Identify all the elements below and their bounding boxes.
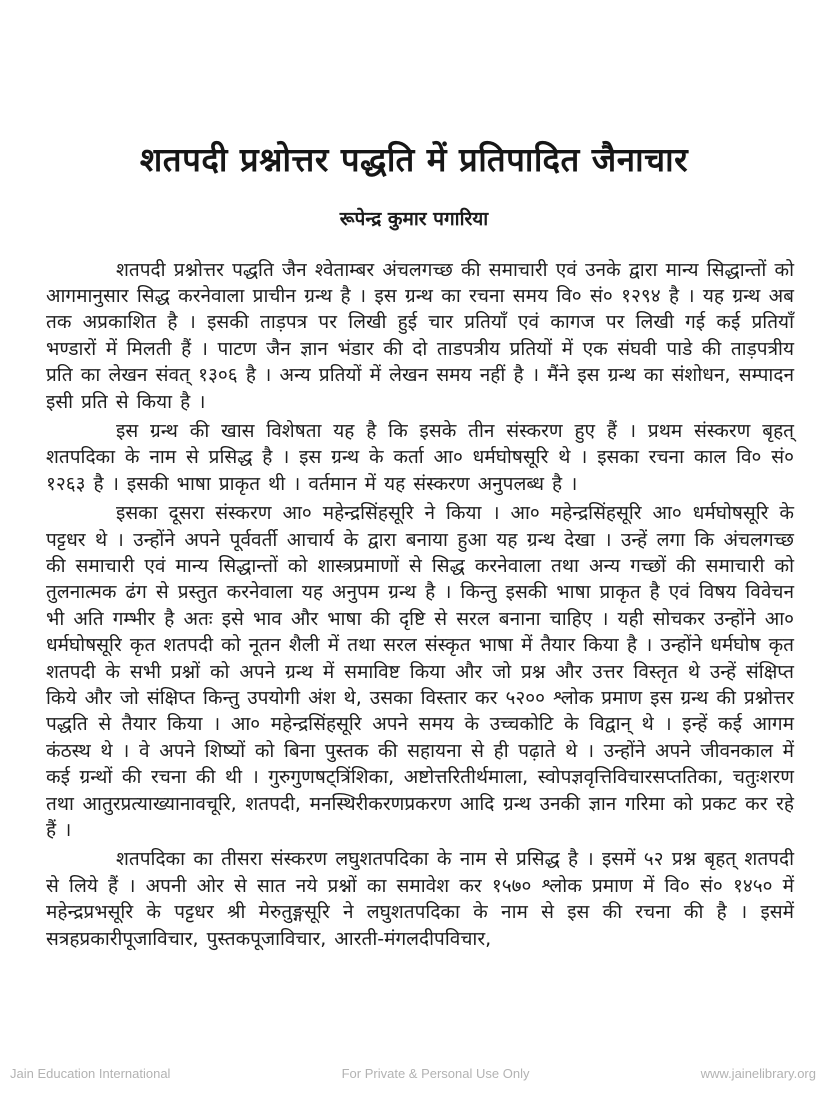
footer-publisher: Jain Education International (10, 1066, 171, 1081)
paragraph-3: इसका दूसरा संस्करण आ० महेन्द्रसिंहसूरि ने किया । आ० महेन्द्रसिंहसूरि आ० धर्मघोषसूरि के पट्टधर थे । उन्होंने अपने पूर्ववर्ती आचार्य के द्वारा बनाया हुआ यह ग्रन्थ देखा । उन्हें लगा कि अंचलगच्छ की समाचारी एवं मान्य सिद्धान्तों को शास्त्रप्रमाणों से सिद्ध करनेवाला तथा अन्य गच्छों की समाचारी को तुलनात्मक ढंग से प्रस्तुत करनेवाला यह अनुपम ग्रन्थ है । किन्तु इसकी भाषा प्राकृत है एवं विषय विवेचन भी अति गम्भीर है अतः इसे भाव और भाषा की दृष्टि से सरल बनाना चाहिए । यही सोचकर उन्होंने आ० धर्मघोषसूरि कृत शतपदी को नूतन शैली में तथा सरल संस्कृत भाषा में तैयार किया है । उन्होंने धर्मघोष कृत शतपदी के सभी प्रश्नों को अपने ग्रन्थ में समाविष्ट किया और जो प्रश्न और उत्तर विस्तृत थे उन्हें संक्षिप्त किये और जो संक्षिप्त किन्तु उपयोगी अंश थे, उसका विस्तार कर ५२०० श्लोक प्रमाण इस ग्रन्थ की प्रश्नोत्तर पद्धति से तैयार किया । आ० महेन्द्रसिंहसूरि अपने समय के उच्चकोटि के विद्वान् थे । इन्हें कई आगम कंठस्थ थे । वे अपने शिष्यों को बिना पुस्तक की सहायना से ही पढ़ाते थे । उन्होंने अपने जीवनकाल में कई ग्रन्थों की रचना की थी । गुरुगुणषट्त्रिंशिका, अष्टोत्तरितीर्थमाला, स्वोपज्ञवृत्तिविचारसप्ततिका, चतुःशरण तथा आतुरप्रत्याख्यानावचूरि, शतपदी, मनस्थिरीकरणप्रकरण आदि ग्रन्थ उनकी ज्ञान गरिमा को प्रकट कर रहे हैं । (46, 502, 794, 842)
paragraph-4: शतपदिका का तीसरा संस्करण लघुशतपदिका के नाम से प्रसिद्ध है । इसमें ५२ प्रश्न बृहत् शतपदी से लिये हैं । अपनी ओर से सात नये प्रश्नों का समावेश कर १५७० श्लोक प्रमाण में वि० सं० १४५० में महेन्द्रप्रभसूरि के पट्टधर श्री मेरुतुङ्गसूरि ने लघुशतपदिका के नाम से इस की रचना की है । इसमें सत्रहप्रकारीपूजाविचार, पुस्तकपूजाविचार, आरती-मंगलदीपविचार, (46, 848, 794, 950)
paragraph-1: शतपदी प्रश्नोत्तर पद्धति जैन श्वेताम्बर अंचलगच्छ की समाचारी एवं उनके द्वारा मान्य सिद्धान्तों को आगमानुसार सिद्ध करनेवाला प्राचीन ग्रन्थ है । इस ग्रन्थ का रचना समय वि० सं० १२९४ है । यह ग्रन्थ अब तक अप्रकाशित है । इसकी ताड़पत्र पर लिखी हुई चार प्रतियाँ एवं कागज पर लिखी गई कई प्रतियाँ भण्डारों में मिलती हैं । पाटण जैन ज्ञान भंडार की दो ताडपत्रीय प्रतियों में एक संघवी पाडे की ताड़पत्रीय प्रति का लेखन संवत् १३०६ है । अन्य प्रतियों में लेखन समय नहीं है । मैंने इस ग्रन्थ का संशोधन, सम्पादन इसी प्रति से किया है । (46, 258, 794, 413)
author-name: रूपेन्द्र कुमार पगारिया (339, 207, 489, 230)
page-footer (0, 1066, 828, 1081)
paragraph-2: इस ग्रन्थ की खास विशेषता यह है कि इसके तीन संस्करण हुए हैं । प्रथम संस्करण बृहत् शतपदिका के नाम से प्रसिद्ध है । इस ग्रन्थ के कर्ता आ० धर्मघोषसूरि थे । इसका रचना काल वि० सं० १२६३ है । इसकी भाषा प्राकृत थी । वर्तमान में यह संस्करण अनुपलब्ध है । (46, 419, 794, 495)
page-title: शतपदी प्रश्नोत्तर पद्धति में प्रतिपादित जैनाचार (139, 140, 689, 179)
footer-website-link: www.jainelibrary.org (700, 1066, 816, 1081)
footer-usage-note: For Private & Personal Use Only (341, 1066, 530, 1081)
article-body (46, 257, 794, 953)
